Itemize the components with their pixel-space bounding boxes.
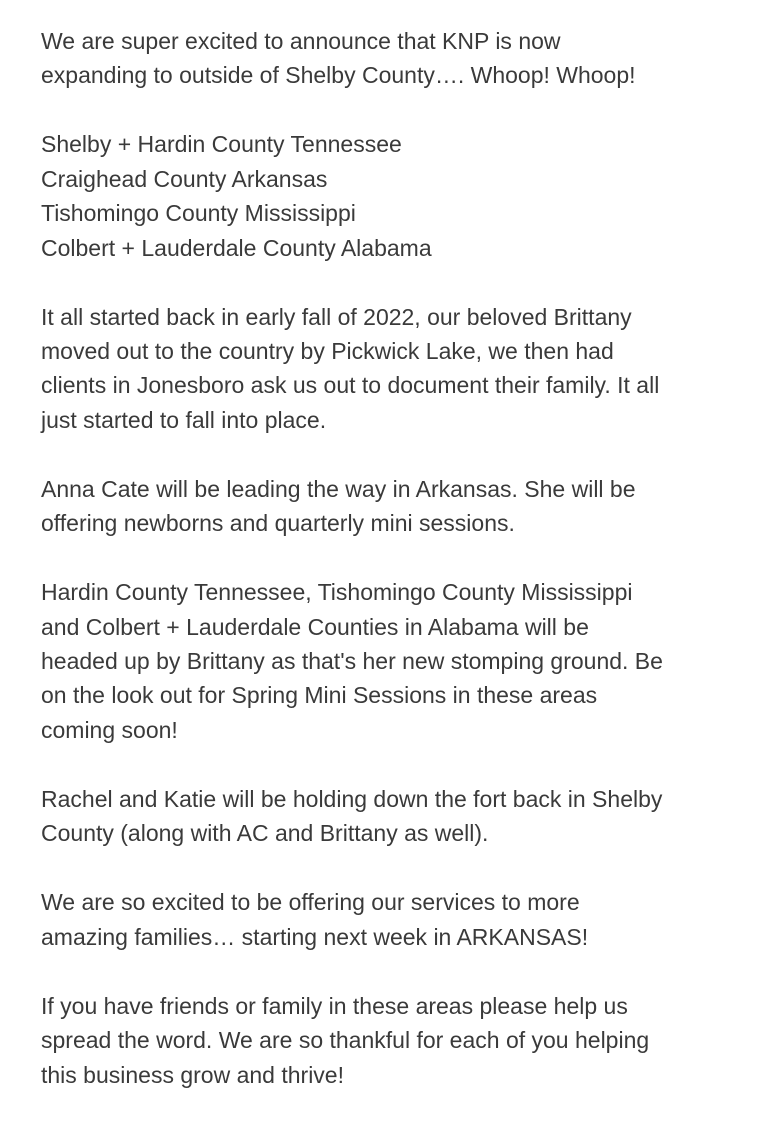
service-area-item: Tishomingo County Mississippi xyxy=(41,200,356,227)
text-line: headed up by Brittany as that's her new stomping ground. Be xyxy=(41,648,663,675)
text-line: spread the word. We are so thankful for each of you helping xyxy=(41,1027,650,1054)
excitement-paragraph xyxy=(41,885,741,954)
text-line: clients in Jonesboro ask us out to document their family. It all xyxy=(41,372,660,399)
text-line: Rachel and Katie will be holding down the fort back in Shelby xyxy=(41,785,663,812)
text-line: this business grow and thrive! xyxy=(41,1061,344,1088)
text-line: amazing families… starting next week in ARKANSAS! xyxy=(41,923,589,950)
arkansas-paragraph xyxy=(41,472,741,541)
service-area-item: Colbert + Lauderdale County Alabama xyxy=(41,234,432,261)
text-line: Hardin County Tennessee, Tishomingo County Mississippi xyxy=(41,579,633,606)
text-line: We are so excited to be offering our services to more xyxy=(41,889,580,916)
service-areas-list xyxy=(41,127,741,265)
announcement-paragraph xyxy=(41,24,741,93)
post-body xyxy=(41,24,741,1092)
closing-paragraph xyxy=(41,989,741,1092)
text-line: on the look out for Spring Mini Sessions in these areas xyxy=(41,682,598,709)
text-line: If you have friends or family in these areas please help us xyxy=(41,992,628,1019)
text-line: offering newborns and quarterly mini sessions. xyxy=(41,510,515,537)
text-line: moved out to the country by Pickwick Lake, we then had xyxy=(41,338,614,365)
brittany-areas-paragraph xyxy=(41,575,741,747)
shelby-county-paragraph xyxy=(41,782,741,851)
text-line: and Colbert + Lauderdale Counties in Alabama will be xyxy=(41,613,589,640)
text-line: County (along with AC and Brittany as well). xyxy=(41,820,489,847)
service-area-item: Shelby + Hardin County Tennessee xyxy=(41,131,402,158)
text-line: We are super excited to announce that KNP is now xyxy=(41,28,561,54)
text-line: coming soon! xyxy=(41,716,178,743)
service-area-item: Craighead County Arkansas xyxy=(41,165,328,192)
backstory-paragraph xyxy=(41,300,741,438)
text-line: It all started back in early fall of 2022, our beloved Brittany xyxy=(41,303,632,330)
text-line: Anna Cate will be leading the way in Arkansas. She will be xyxy=(41,475,636,502)
text-line: just started to fall into place. xyxy=(41,406,327,433)
text-line: expanding to outside of Shelby County…. Whoop! Whoop! xyxy=(41,62,636,89)
